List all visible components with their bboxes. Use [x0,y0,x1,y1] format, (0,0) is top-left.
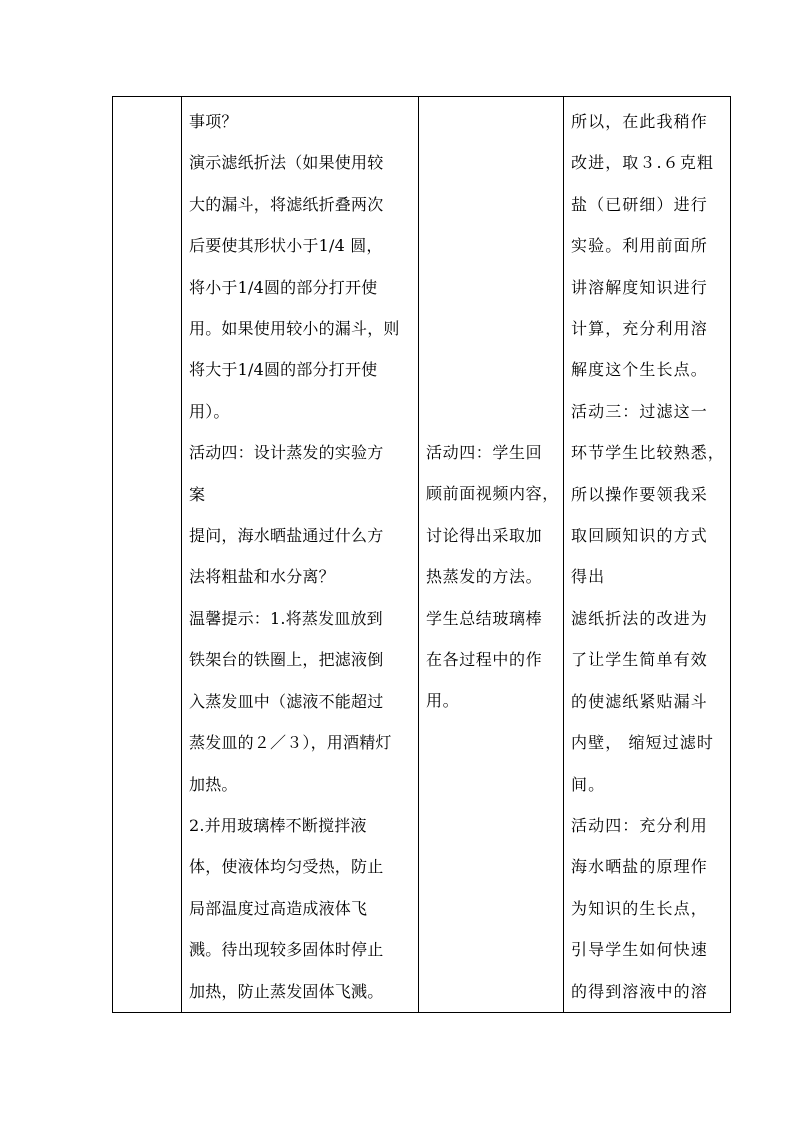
text-line: 海水晒盐的原理作 [571,857,708,877]
text-line: 讨论得出采取加 [426,525,543,545]
teacher-activity-cell [182,97,419,1013]
text-line: 讲溶解度知识进行 [571,277,708,297]
text-line: 实验。利用前面所 [571,236,708,256]
text-line: 在各过程中的作 [426,650,543,670]
text-line: 体，使液体均匀受热，防止 [189,857,384,877]
text-line: 得出 [571,567,606,587]
text-line: 后要使其形状小于1/4 圆， [189,236,383,256]
text-line: 将小于1/4圆的部分打开使 [189,277,378,297]
text-line: 的使滤纸紧贴漏斗 [571,691,708,711]
text-line: 顾前面视频内容， [426,484,559,504]
text-line: 铁架台的铁圈上，把滤液倒 [189,650,384,670]
text-line: 用。 [426,691,460,711]
text-line: 了让学生简单有效 [571,650,708,670]
text-line: 滤纸折法的改进为 [571,608,708,628]
table-row [113,97,731,1013]
text-line: 所以，在此我稍作 [571,112,708,131]
column-1-cell [113,97,182,1013]
student-activity-cell [419,97,564,1013]
text-line: 演示滤纸折法（如果使用较 [189,153,384,173]
text-line: 提问，海水晒盐通过什么方 [189,526,384,546]
teacher-activity-text [182,97,418,1012]
text-line: 内壁， 缩短过滤时 [571,733,714,753]
text-line: 局部温度过高造成液体飞 [189,898,368,918]
text-line: 计算，充分利用溶 [571,319,708,339]
text-line: 蒸发皿的２／３），用酒精灯 [189,733,392,753]
design-intent-text [564,97,730,1012]
text-line: 加热，防止蒸发固体飞溅。 [189,981,384,1001]
text-line: 用。如果使用较小的漏斗，则 [189,319,400,339]
text-line: 用）。 [189,401,230,421]
text-line: 入蒸发皿中（滤液不能超过 [189,691,384,711]
text-line: 改进，取３.６克粗 [571,153,714,173]
text-line: 间。 [571,774,606,794]
text-line: 活动四：设计蒸发的实验方 [189,443,384,463]
text-line: 学生总结玻璃棒 [426,608,543,628]
text-line: 案 [189,484,206,504]
text-line: 活动三：过滤这一 [571,401,708,421]
text-line: 活动四：充分利用 [571,815,708,835]
text-line: 法将粗盐和水分离？ [189,567,335,587]
blank-space [426,101,560,432]
text-line: 2.并用玻璃棒不断搅拌液 [189,815,367,835]
design-intent-cell [564,97,731,1013]
text-line: 将大于1/4圆的部分打开使 [189,360,378,380]
text-line: 加热。 [189,774,238,794]
text-line: 取回顾知识的方式 [571,526,708,546]
text-line: 环节学生比较熟悉， [571,443,725,463]
student-activity-text [419,97,563,722]
text-line: 盐（已研细）进行 [571,194,708,214]
text-line: 解度这个生长点。 [571,360,708,380]
text-line: 热蒸发的方法。 [426,567,543,587]
text-line: 大的漏斗，将滤纸折叠两次 [189,194,384,214]
text-line: 溅。待出现较多固体时停止 [189,940,384,960]
lesson-plan-table [112,96,731,1013]
text-line: 事项？ [189,112,238,131]
text-line: 活动四：学生回 [426,443,543,462]
text-line: 温馨提示：1.将蒸发皿放到 [189,608,383,628]
text-line: 所以操作要领我采 [571,484,708,504]
text-line: 为知识的生长点， [571,898,708,918]
text-line: 引导学生如何快速 [571,940,708,960]
text-line: 的得到溶液中的溶 [571,981,708,1001]
